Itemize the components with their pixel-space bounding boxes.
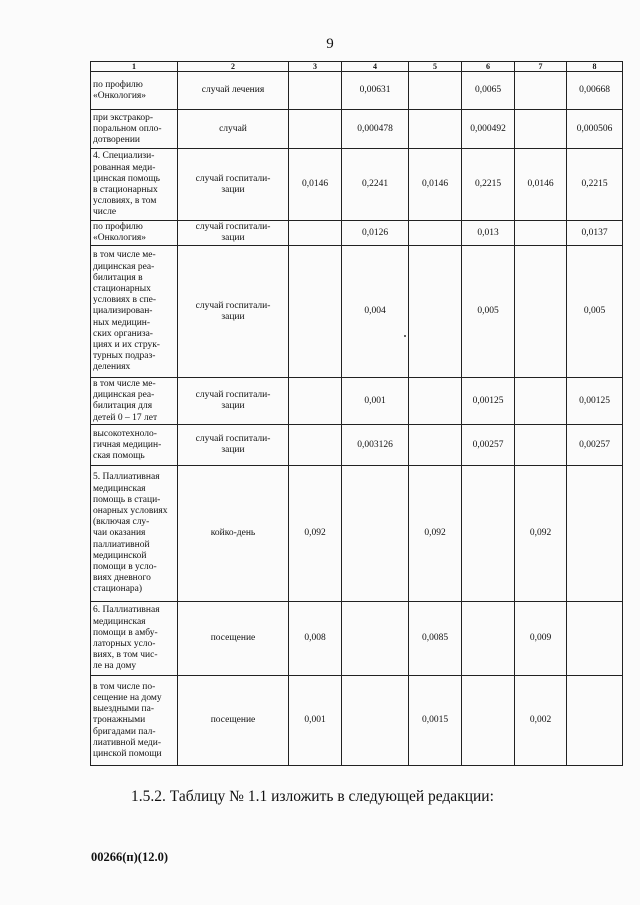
column-number-4: 4 — [342, 62, 409, 72]
value-cell-col-8: 0,00257 — [567, 425, 623, 466]
row-label-cell — [91, 72, 178, 110]
value-cell-col-7 — [515, 110, 567, 149]
row-label-cell — [91, 425, 178, 466]
value-cell-col-3 — [289, 221, 342, 246]
value-cell-col-6: 0,000492 — [462, 110, 515, 149]
value-cell-col-7: 0,0146 — [515, 149, 567, 221]
amendment-text: 1.5.2. Таблицу № 1.1 изложить в следующей редакции: — [131, 788, 494, 805]
column-number-1: 1 — [91, 62, 178, 72]
value-cell-col-6: 0,2215 — [462, 149, 515, 221]
value-cell-col-7: 0,092 — [515, 466, 567, 602]
value-cell-col-5 — [409, 110, 462, 149]
unit-cell: посещение — [178, 602, 289, 676]
value-cell-col-8: 0,0137 — [567, 221, 623, 246]
value-cell-col-8: 0,00125 — [567, 378, 623, 425]
value-cell-col-5: 0,0085 — [409, 602, 462, 676]
unit-cell: случай госпитали- зации — [178, 378, 289, 425]
value-cell-col-3: 0,001 — [289, 676, 342, 766]
value-cell-col-8: 0,2215 — [567, 149, 623, 221]
value-cell-col-4: 0,003126 — [342, 425, 409, 466]
row-label: высокотехноло- гичная медицин- ская помощь — [93, 428, 162, 462]
row-label-cell — [91, 110, 178, 149]
unit-cell: койко-день — [178, 466, 289, 602]
table-row — [91, 602, 623, 676]
value-cell-col-5: 0,092 — [409, 466, 462, 602]
value-cell-col-8 — [567, 466, 623, 602]
scan-speck — [404, 335, 406, 337]
row-label: по профилю «Онкология» — [93, 79, 147, 101]
value-cell-col-7 — [515, 425, 567, 466]
value-cell-col-3: 0,008 — [289, 602, 342, 676]
column-number-2: 2 — [178, 62, 289, 72]
unit-cell: случай — [178, 110, 289, 149]
value-cell-col-6 — [462, 466, 515, 602]
value-cell-col-6: 0,00125 — [462, 378, 515, 425]
unit-cell: случай госпитали- зации — [178, 246, 289, 378]
value-cell-col-6: 0,005 — [462, 246, 515, 378]
row-label-cell — [91, 149, 178, 221]
value-cell-col-4 — [342, 466, 409, 602]
value-cell-col-8 — [567, 602, 623, 676]
row-label-cell — [91, 676, 178, 766]
row-label: 5. Паллиативная медицинская помощь в стаци- онарных условиях (включая слу- чаи оказания паллиативной медицинской помощи в усло- виях дневного стационара) — [93, 472, 168, 595]
row-label-cell — [91, 246, 178, 378]
table-row — [91, 246, 623, 378]
value-cell-col-4 — [342, 602, 409, 676]
value-cell-col-6: 0,00257 — [462, 425, 515, 466]
row-label: 6. Паллиативная медицинская помощи в амбу- латорных усло- виях, в том чис- ле на дому — [93, 605, 160, 672]
value-cell-col-5: 0,0146 — [409, 149, 462, 221]
table-row — [91, 221, 623, 246]
column-number-row — [91, 62, 623, 72]
table-row — [91, 466, 623, 602]
value-cell-col-3 — [289, 110, 342, 149]
value-cell-col-6 — [462, 602, 515, 676]
row-label: в том числе ме- дицинская реа- билитация в стационарных условиях в спе- циализирован- ных медицин- ских организа- циях и их струк- турных подраз- делениях — [93, 250, 160, 373]
value-cell-col-6: 0,0065 — [462, 72, 515, 110]
value-cell-col-4: 0,000478 — [342, 110, 409, 149]
page-number: 9 — [326, 36, 334, 52]
table-row — [91, 72, 623, 110]
norms-table — [90, 61, 623, 766]
value-cell-col-8: 0,000506 — [567, 110, 623, 149]
value-cell-col-7 — [515, 378, 567, 425]
value-cell-col-8: 0,005 — [567, 246, 623, 378]
row-label: 4. Специализи- рованная меди- цинская помощь в стационарных условиях, в том числе — [93, 151, 160, 218]
value-cell-col-5 — [409, 378, 462, 425]
value-cell-col-3: 0,092 — [289, 466, 342, 602]
unit-cell: посещение — [178, 676, 289, 766]
value-cell-col-4: 0,001 — [342, 378, 409, 425]
value-cell-col-7: 0,002 — [515, 676, 567, 766]
value-cell-col-4: 0,004 — [342, 246, 409, 378]
row-label: в том числе ме- дицинская реа- билитация для детей 0 – 17 лет — [93, 379, 158, 423]
row-label-cell — [91, 466, 178, 602]
value-cell-col-3 — [289, 72, 342, 110]
value-cell-col-5 — [409, 72, 462, 110]
column-number-7: 7 — [515, 62, 567, 72]
row-label: по профилю «Онкология» — [93, 222, 147, 244]
column-number-8: 8 — [567, 62, 623, 72]
value-cell-col-6: 0,013 — [462, 221, 515, 246]
document-code: 00266(п)(12.0) — [91, 850, 168, 864]
row-label-cell — [91, 602, 178, 676]
value-cell-col-6 — [462, 676, 515, 766]
table-row — [91, 425, 623, 466]
value-cell-col-4: 0,00631 — [342, 72, 409, 110]
value-cell-col-5 — [409, 221, 462, 246]
column-number-6: 6 — [462, 62, 515, 72]
value-cell-col-7 — [515, 72, 567, 110]
unit-cell: случай госпитали- зации — [178, 221, 289, 246]
value-cell-col-4: 0,0126 — [342, 221, 409, 246]
unit-cell: случай госпитали- зации — [178, 425, 289, 466]
value-cell-col-8 — [567, 676, 623, 766]
table-row — [91, 149, 623, 221]
value-cell-col-3 — [289, 378, 342, 425]
row-label: при экстракор- поральном опло- дотворении — [93, 112, 162, 146]
value-cell-col-3 — [289, 246, 342, 378]
value-cell-col-8: 0,00668 — [567, 72, 623, 110]
value-cell-col-3 — [289, 425, 342, 466]
value-cell-col-7: 0,009 — [515, 602, 567, 676]
row-label: в том числе по- сещение на дому выездными па- тронажными бригадами пал- лиативной меди- цинской помощи — [93, 681, 162, 759]
column-number-5: 5 — [409, 62, 462, 72]
value-cell-col-3: 0,0146 — [289, 149, 342, 221]
value-cell-col-5: 0,0015 — [409, 676, 462, 766]
value-cell-col-5 — [409, 246, 462, 378]
column-number-3: 3 — [289, 62, 342, 72]
table-row — [91, 676, 623, 766]
value-cell-col-4: 0,2241 — [342, 149, 409, 221]
value-cell-col-4 — [342, 676, 409, 766]
value-cell-col-7 — [515, 221, 567, 246]
value-cell-col-5 — [409, 425, 462, 466]
table-row — [91, 110, 623, 149]
table-row — [91, 378, 623, 425]
row-label-cell — [91, 221, 178, 246]
row-label-cell — [91, 378, 178, 425]
unit-cell: случай госпитали- зации — [178, 149, 289, 221]
unit-cell: случай лечения — [178, 72, 289, 110]
value-cell-col-7 — [515, 246, 567, 378]
